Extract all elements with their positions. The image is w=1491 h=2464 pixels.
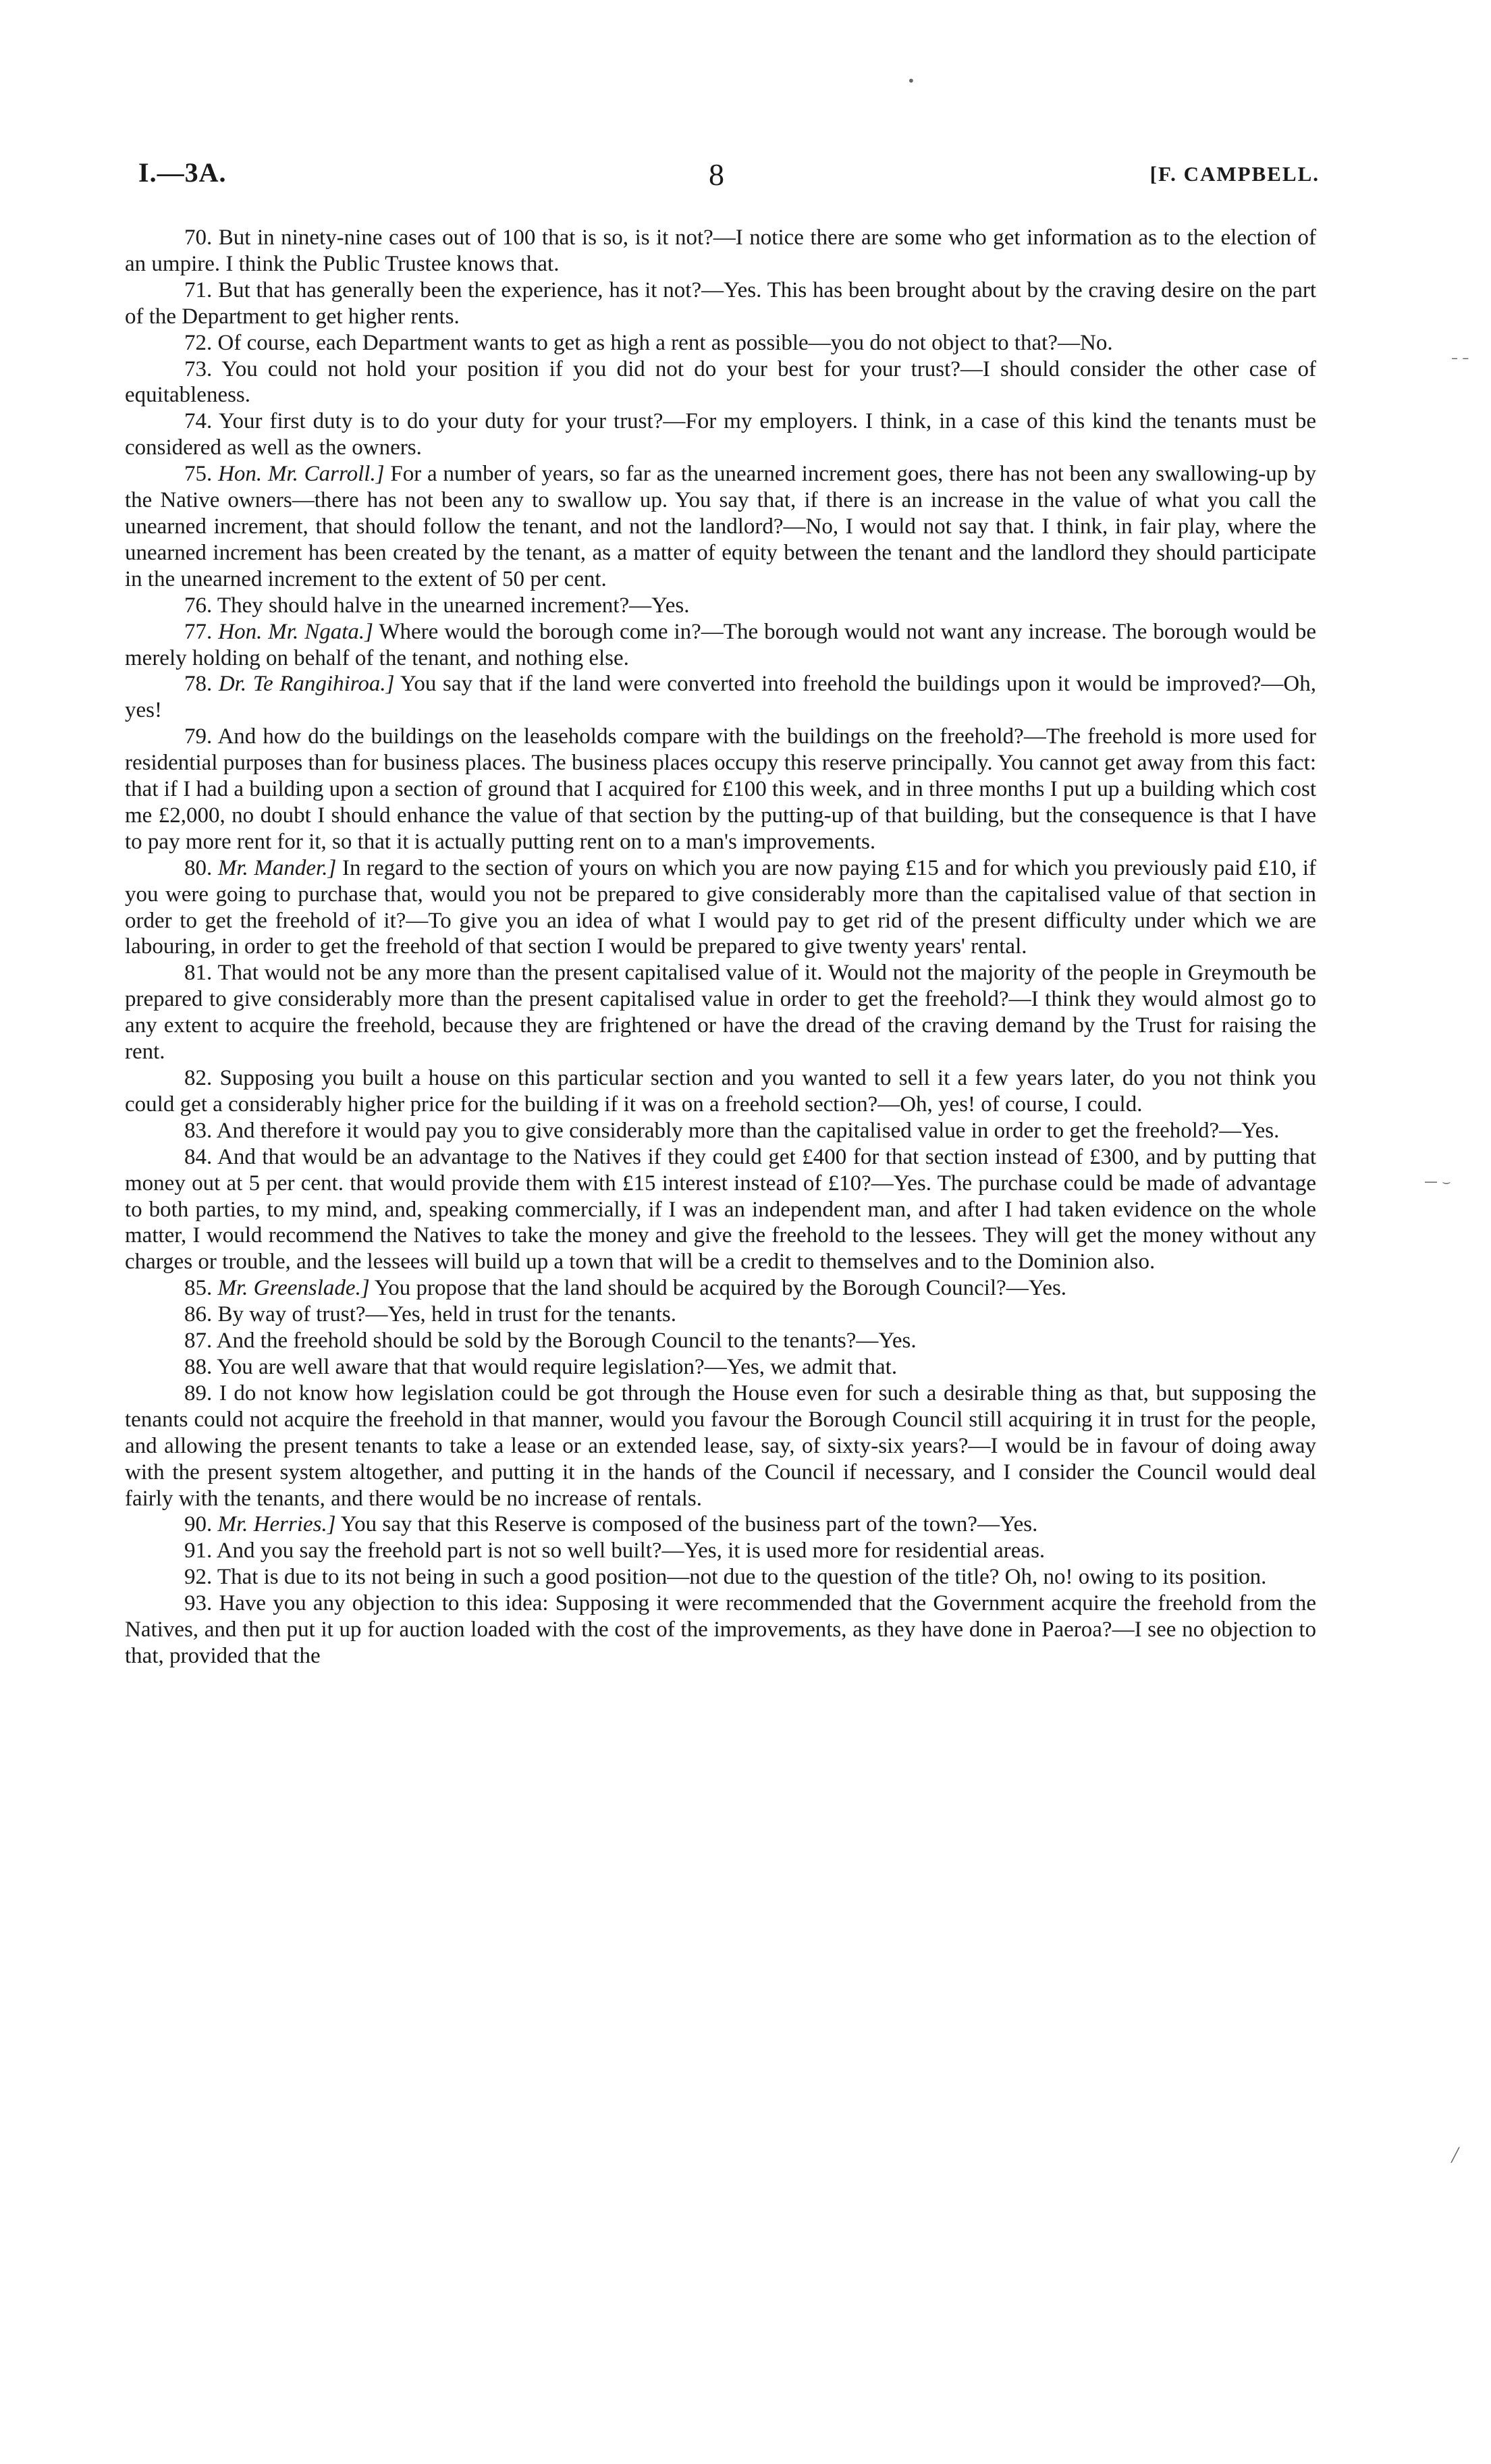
- question-79: [125, 724, 1316, 855]
- speaker-name: Mr. Herries.]: [217, 1512, 336, 1537]
- question-text: That would not be any more than the present capitalised value of it. Would not the majority of the people in Greymouth be prepared to give considerably more than the present capitalised value in order to get the freehold?—I think they would almost go to any extent to acquire the freehold, because they are frightened or have the dread of the craving demand by the Trust for raising the rent.: [125, 961, 1316, 1065]
- question-number: 74.: [184, 409, 213, 434]
- question-77: [125, 619, 1316, 672]
- witness-name: [F. CAMPBELL.: [1149, 162, 1320, 186]
- question-number: 88.: [184, 1354, 213, 1379]
- question-number: 81.: [184, 961, 213, 986]
- question-number: 84.: [184, 1144, 213, 1169]
- question-80: [125, 855, 1316, 961]
- question-text: You could not hold your position if you did not do your best for your trust?—I should consider the other case of equitableness.: [125, 356, 1316, 408]
- question-number: 75.: [184, 462, 213, 487]
- question-text: In regard to the section of yours on which you are now paying £15 and for which you previously paid £10, if you were going to purchase that, would you not be prepared to give considerably more than the capitalised value of that section in order to get the freehold of it?—To give you an idea of what I would pay to get rid of the present difficulty under which we are labouring, in order to get the freehold of that section I would be prepared to give twenty years' rental.: [125, 855, 1316, 959]
- speaker-name: Hon. Mr. Carroll.]: [218, 462, 385, 487]
- evidence-body: [125, 225, 1316, 1669]
- question-75: [125, 461, 1316, 593]
- question-number: 79.: [184, 724, 213, 749]
- question-number: 85.: [184, 1276, 213, 1301]
- page-header: [138, 157, 1320, 197]
- question-text: Your first duty is to do your duty for your trust?—For my employers. I think, in a case of this kind the tenants must be considered as well as the owners.: [125, 409, 1316, 460]
- question-90: [125, 1511, 1316, 1538]
- document-reference: I.—3A.: [138, 157, 227, 188]
- question-number: 89.: [184, 1381, 213, 1405]
- question-72: [125, 330, 1316, 356]
- question-number: 86.: [184, 1302, 213, 1327]
- question-number: 90.: [184, 1512, 213, 1537]
- margin-dash-mark: – –: [1451, 350, 1469, 366]
- question-text: They should halve in the unearned increment?—Yes.: [217, 593, 690, 618]
- question-number: 73.: [184, 356, 213, 381]
- question-number: 80.: [184, 855, 213, 880]
- question-text: I do not know how legislation could be got through the House even for such a desirable thing as that, but supposing the tenants could not acquire the freehold in that manner, would you favour the Borough Council still acquiring it in trust for the people, and allowing the present tenants to take a lease or an extended lease, say, of sixty-six years?—I would be in favour of doing away with the present system altogether, and putting it in the hands of the Council if necessary, and I consider the Council would deal fairly with the tenants, and there would be no increase of rentals.: [125, 1381, 1317, 1511]
- question-text: Have you any objection to this idea: Supposing it were recommended that the Government acquire the freehold from the Natives, and then put it up for auction loaded with the cost of the improvements, as they have done in Paeroa?—I see no objection to that, provided that the: [125, 1591, 1316, 1668]
- question-76: [125, 593, 1316, 619]
- question-85: [125, 1275, 1316, 1302]
- question-text: By way of trust?—Yes, held in trust for the tenants.: [217, 1302, 676, 1327]
- question-text: You say that if the land were converted into freehold the buildings upon it would be improved?—Oh, yes!: [125, 672, 1316, 723]
- question-number: 76.: [184, 593, 213, 618]
- question-text: You are well aware that that would require legislation?—Yes, we admit that.: [217, 1354, 898, 1379]
- margin-slash-mark: ╱: [1451, 2147, 1460, 2163]
- question-92: [125, 1564, 1316, 1590]
- question-text: But in ninety-nine cases out of 100 that is so, is it not?—I notice there are some who get information as to the election of an umpire. I think the Public Trustee knows that.: [125, 225, 1316, 276]
- question-text: And therefore it would pay you to give considerably more than the capitalised value in order to get the freehold?—Yes.: [216, 1118, 1280, 1143]
- question-text: And how do the buildings on the leaseholds compare with the buildings on the freehold?—The freehold is more used for residential purposes than for business places. The business places occupy this reserve principally. You cannot get away from this fact: that if I had a building upon a section of ground that I acquired for £100 this week, and in three months I put up a building which cost me £2,000, no doubt I should enhance the value of that section by the putting-up of that building, but the consequence is that I have to pay more rent for it, so that it is actually putting rent on to a man's improvements.: [125, 724, 1316, 854]
- question-74: [125, 408, 1316, 461]
- question-text: And that would be an advantage to the Natives if they could get £400 for that section instead of £300, and by putting that money out at 5 per cent. that would provide them with £15 interest instead of £10?—Yes. The purchase could be made of advantage to both parties, to my mind, and, speaking commercially, if I was an independent man, and after I had taken evidence on the whole matter, I would recommend the Natives to take the money and give the freehold to the lessees. They will get the money without any charges or trouble, and the lessees will build up a town that will be a credit to themselves and to the Dominion also.: [125, 1144, 1317, 1275]
- question-number: 77.: [184, 619, 213, 644]
- question-number: 70.: [184, 225, 213, 250]
- question-88: [125, 1354, 1316, 1381]
- page-number: 8: [709, 157, 724, 192]
- question-70: [125, 225, 1316, 277]
- question-text: Where would the borough come in?—The borough would not want any increase. The borough would be merely holding on behalf of the tenant, and nothing else.: [125, 619, 1317, 670]
- question-86: [125, 1302, 1316, 1328]
- question-73: [125, 356, 1316, 409]
- question-text: You propose that the land should be acquired by the Borough Council?—Yes.: [374, 1276, 1067, 1301]
- question-text: But that has generally been the experience, has it not?—Yes. This has been brought about by the craving desire on the part of the Department to get higher rents.: [125, 277, 1317, 329]
- question-number: 93.: [184, 1591, 213, 1616]
- question-71: [125, 277, 1316, 330]
- question-87: [125, 1328, 1316, 1354]
- question-84: [125, 1144, 1316, 1276]
- speaker-name: Mr. Mander.]: [217, 855, 337, 880]
- question-text: Supposing you built a house on this particular section and you wanted to sell it a few years later, do you not think you could get a considerably higher price for the building if it was on a freehold section?—Oh, yes! of course, I could.: [125, 1066, 1316, 1117]
- margin-tick-mark: — ⌣: [1424, 1173, 1451, 1189]
- question-number: 71.: [184, 277, 213, 302]
- question-78: [125, 671, 1316, 724]
- question-number: 72.: [184, 330, 213, 355]
- question-text: And you say the freehold part is not so well built?—Yes, it is used more for residential areas.: [216, 1538, 1046, 1563]
- question-93: [125, 1590, 1316, 1669]
- question-83: [125, 1118, 1316, 1144]
- question-number: 91.: [184, 1538, 213, 1563]
- question-number: 83.: [184, 1118, 213, 1143]
- question-82: [125, 1065, 1316, 1118]
- question-number: 87.: [184, 1329, 213, 1354]
- question-text: For a number of years, so far as the unearned increment goes, there has not been any swallowing-up by the Native owners—there has not been any to swallow up. You say that, if there is an increase in the value of what you call the unearned increment, that should follow the tenant, and not the landlord?—No, I would not say that. I think, in fair play, where the unearned increment has been created by the tenant, as a matter of equity between the tenant and the landlord they should participate in the unearned increment to the extent of 50 per cent.: [125, 462, 1317, 591]
- question-text: That is due to its not being in such a good position—not due to the question of the title? Oh, no! owing to its position.: [217, 1565, 1267, 1590]
- question-text: And the freehold should be sold by the Borough Council to the tenants?—Yes.: [216, 1329, 917, 1354]
- speaker-name: Hon. Mr. Ngata.]: [218, 619, 373, 644]
- question-number: 82.: [184, 1066, 213, 1090]
- question-81: [125, 960, 1316, 1065]
- speaker-name: Dr. Te Rangihiroa.]: [218, 672, 395, 697]
- question-text: Of course, each Department wants to get as high a rent as possible—you do not object to that?—No.: [217, 330, 1113, 355]
- question-text: You say that this Reserve is composed of the business part of the town?—Yes.: [340, 1512, 1038, 1537]
- question-91: [125, 1538, 1316, 1564]
- print-speck: •: [907, 73, 915, 89]
- speaker-name: Mr. Greenslade.]: [217, 1276, 370, 1301]
- question-number: 92.: [184, 1565, 213, 1590]
- question-number: 78.: [184, 672, 213, 697]
- question-89: [125, 1381, 1316, 1512]
